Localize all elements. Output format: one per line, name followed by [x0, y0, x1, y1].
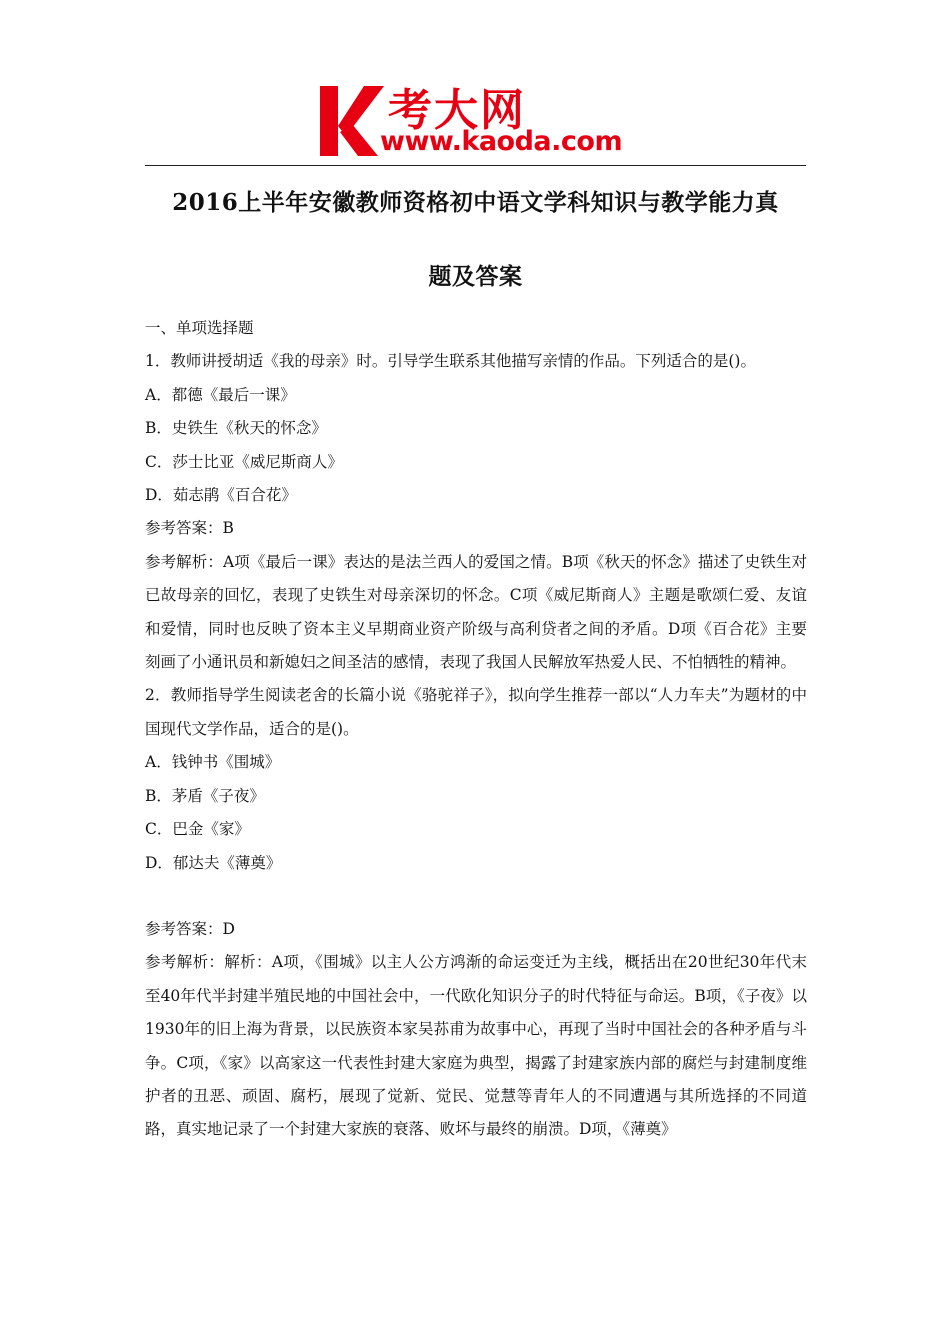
page-title-line-2: 题及答案 — [428, 263, 523, 290]
analysis: 参考解析：解析：A项，《围城》以主人公方鸿渐的命运变迁为主线，概括出在20世纪30年代末至40年代半封建半殖民地的中国社会中，一代欧化知识分子的时代特征与命运。B项，《子夜》以1930年的旧上海为背景，以民族资本家吴荪甫为故事中心，再现了当时中国社会的各种矛盾与斗争。C项，《家》以高家这一代表性封建大家庭为典型，揭露了封建家族内部的腐烂与封建制度维护者的丑恶、顽固、腐朽，展现了觉新、觉民、觉慧等青年人的不同遭遇与其所选择的不同道路，真实地记录了一个封建大家族的衰落、败坏与最终的崩溃。D项，《薄奠》 — [145, 953, 807, 1139]
analysis: 参考解析：A项《最后一课》表达的是法兰西人的爱国之情。B项《秋天的怀念》描述了史铁生对已故母亲的回忆，表现了史铁生对母亲深切的怀念。C项《威尼斯商人》主题是歌颂仁爱、友谊和爱情，同时也反映了资本主义早期商业资产阶级与高利贷者之间的矛盾。D项《百合花》主要刻画了小通讯员和新媳妇之间圣洁的感情，表现了我国人民解放军热爱人民、不怕牺牲的精神。 — [145, 552, 807, 672]
document-body — [145, 312, 807, 1147]
option-a: A．钱钟书《围城》 — [145, 753, 281, 772]
option-b: B．茅盾《子夜》 — [145, 786, 265, 805]
logo-chinese-text: 考大网 — [388, 85, 526, 136]
option-c: C．巴金《家》 — [145, 820, 250, 839]
answer: 参考答案：D — [145, 919, 235, 938]
option-c: C．莎士比亚《威尼斯商人》 — [145, 452, 343, 471]
header-divider — [145, 165, 806, 166]
k-logo-icon — [318, 80, 388, 160]
option-a: A．都德《最后一课》 — [145, 385, 296, 404]
page-title-line-1: 2016上半年安徽教师资格初中语文学科知识与教学能力真 — [172, 189, 779, 216]
answer: 参考答案：B — [145, 519, 234, 538]
option-b: B．史铁生《秋天的怀念》 — [145, 419, 327, 438]
question-stem: 1．教师讲授胡适《我的母亲》时。引导学生联系其他描写亲情的作品。下列适合的是()。 — [145, 352, 756, 371]
option-d: D．郁达夫《薄奠》 — [145, 853, 282, 872]
option-d: D．茹志鹃《百合花》 — [145, 486, 297, 505]
question-stem: 2．教师指导学生阅读老舍的长篇小说《骆驼祥子》，拟向学生推荐一部以“人力车夫”为题材的中国现代文学作品，适合的是()。 — [145, 686, 807, 738]
logo-url-text: www.kaoda.com — [380, 126, 623, 157]
section-heading: 一、单项选择题 — [145, 319, 254, 337]
kaoda-logo — [318, 80, 638, 160]
blank-line — [145, 880, 807, 913]
